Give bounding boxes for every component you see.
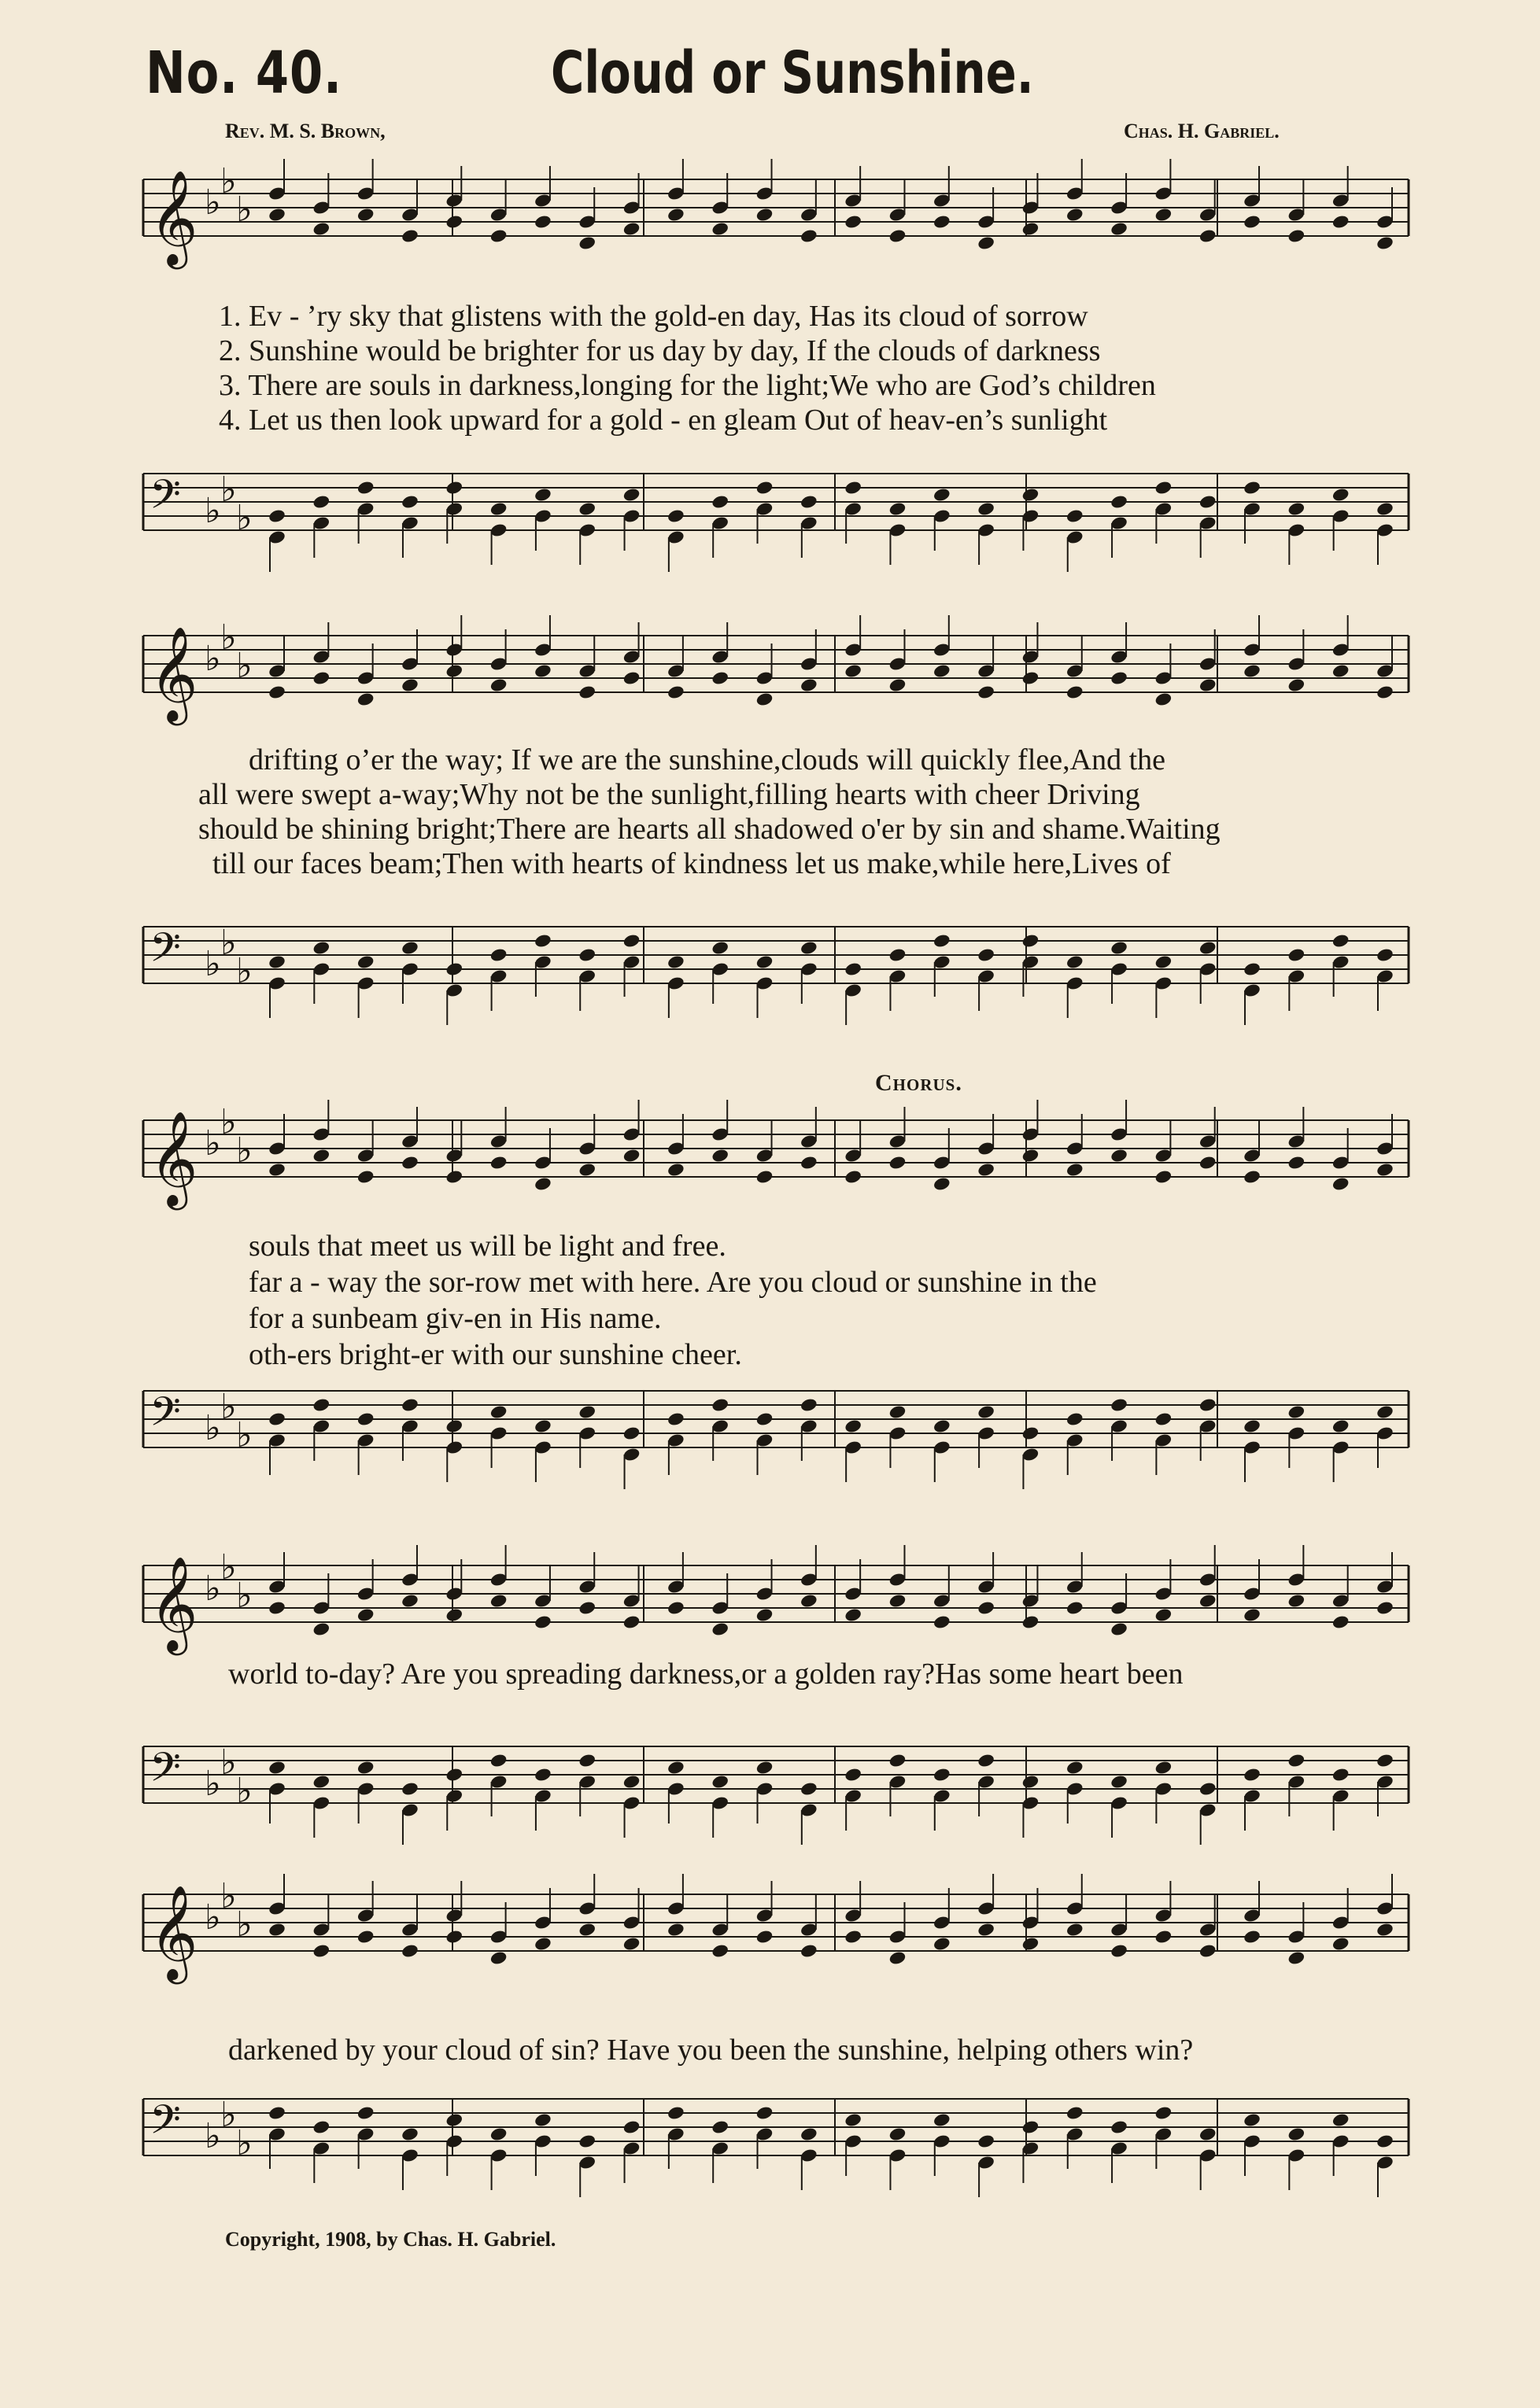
flat-icon: ♭: [236, 190, 253, 230]
bass-clef-icon: 𝄢: [150, 470, 181, 528]
lyric-line: oth-ers bright-er with our sunshine cheer.: [249, 1338, 742, 1371]
flat-icon: ♭: [236, 2123, 253, 2163]
chorus-label: Chorus.: [875, 1070, 962, 1096]
lyric-line: should be shining bright;There are hearts all shadowed o'er by sin and shame.Waiting: [198, 813, 1221, 846]
lyric-line: for a sunbeam giv-en in His name.: [249, 1302, 662, 1335]
bass-clef-icon: 𝄢: [150, 924, 181, 981]
lyric-line: far a - way the sor-row met with here. Are you cloud or sunshine in the: [249, 1266, 1097, 1299]
treble-clef-icon: 𝄞: [150, 1110, 198, 1206]
staff-lines: [143, 2099, 1409, 2155]
lyric-line: all were swept a-way;Why not be the sunlight,filling hearts with cheer Driving: [198, 778, 1140, 811]
flat-icon: ♭: [220, 1387, 237, 1427]
flat-icon: ♭: [205, 1408, 221, 1448]
flat-icon: ♭: [236, 498, 253, 538]
copyright-notice: Copyright, 1908, by Chas. H. Gabriel.: [225, 2228, 556, 2251]
bass-clef-icon: 𝄢: [150, 1743, 181, 1801]
flat-icon: ♭: [236, 646, 253, 686]
flat-icon: ♭: [205, 1897, 221, 1938]
treble-clef-icon: 𝄞: [150, 169, 198, 265]
lyric-line: 1. Ev - ’ry sky that glistens with the gold-en day, Has its cloud of sorrow: [219, 300, 1088, 333]
lyric-line: world to-day? Are you spreading darkness,or a golden ray?Has some heart been: [228, 1658, 1184, 1691]
flat-icon: ♭: [220, 1876, 237, 1916]
flat-icon: ♭: [236, 951, 253, 991]
flat-icon: ♭: [220, 2095, 237, 2135]
flat-icon: ♭: [205, 183, 221, 223]
flat-icon: ♭: [205, 1123, 221, 1163]
hymn-title: Cloud or Sunshine.: [551, 39, 1034, 107]
bass-clef-icon: 𝄢: [150, 1388, 181, 1445]
flat-icon: ♭: [205, 2116, 221, 2156]
flat-icon: ♭: [236, 1415, 253, 1455]
hymn-number: No. 40.: [146, 39, 342, 107]
flat-icon: ♭: [205, 639, 221, 679]
lyric-line: drifting o’er the way; If we are the sunshine,clouds will quickly flee,And the: [249, 743, 1165, 776]
flat-icon: ♭: [220, 1742, 237, 1783]
flat-icon: ♭: [205, 1569, 221, 1609]
lyric-line: darkened by your cloud of sin? Have you been the sunshine, helping others win?: [228, 2034, 1194, 2067]
treble-clef-icon: 𝄞: [150, 1555, 198, 1651]
flat-icon: ♭: [220, 161, 237, 201]
lyric-line: souls that meet us will be light and free.: [249, 1230, 726, 1263]
treble-clef-icon: 𝄞: [150, 1884, 198, 1980]
flat-icon: ♭: [205, 944, 221, 984]
composer-credit: Chas. H. Gabriel.: [1124, 120, 1280, 142]
flat-icon: ♭: [220, 618, 237, 658]
flat-icon: ♭: [220, 1102, 237, 1142]
flat-icon: ♭: [220, 470, 237, 510]
lyric-line: till our faces beam;Then with hearts of kindness let us make,while here,Lives of: [212, 847, 1171, 880]
flat-icon: ♭: [205, 1764, 221, 1804]
flat-icon: ♭: [220, 923, 237, 963]
flat-icon: ♭: [236, 1130, 253, 1171]
bass-clef-icon: 𝄢: [150, 2096, 181, 2153]
lyric-line: 4. Let us then look upward for a gold - en gleam Out of heav-en’s sunlight: [219, 404, 1108, 437]
flat-icon: ♭: [220, 1547, 237, 1588]
note-heads: [268, 2105, 1394, 2197]
treble-clef-icon: 𝄞: [150, 625, 198, 721]
lyricist-credit: Rev. M. S. Brown,: [225, 120, 386, 142]
lyric-line: 3. There are souls in darkness,longing for the light;We who are God’s children: [219, 369, 1156, 402]
lyric-line: 2. Sunshine would be brighter for us day by day, If the clouds of darkness: [219, 334, 1101, 367]
flat-icon: ♭: [205, 491, 221, 531]
flat-icon: ♭: [236, 1905, 253, 1945]
flat-icon: ♭: [236, 1771, 253, 1811]
flat-icon: ♭: [236, 1576, 253, 1616]
